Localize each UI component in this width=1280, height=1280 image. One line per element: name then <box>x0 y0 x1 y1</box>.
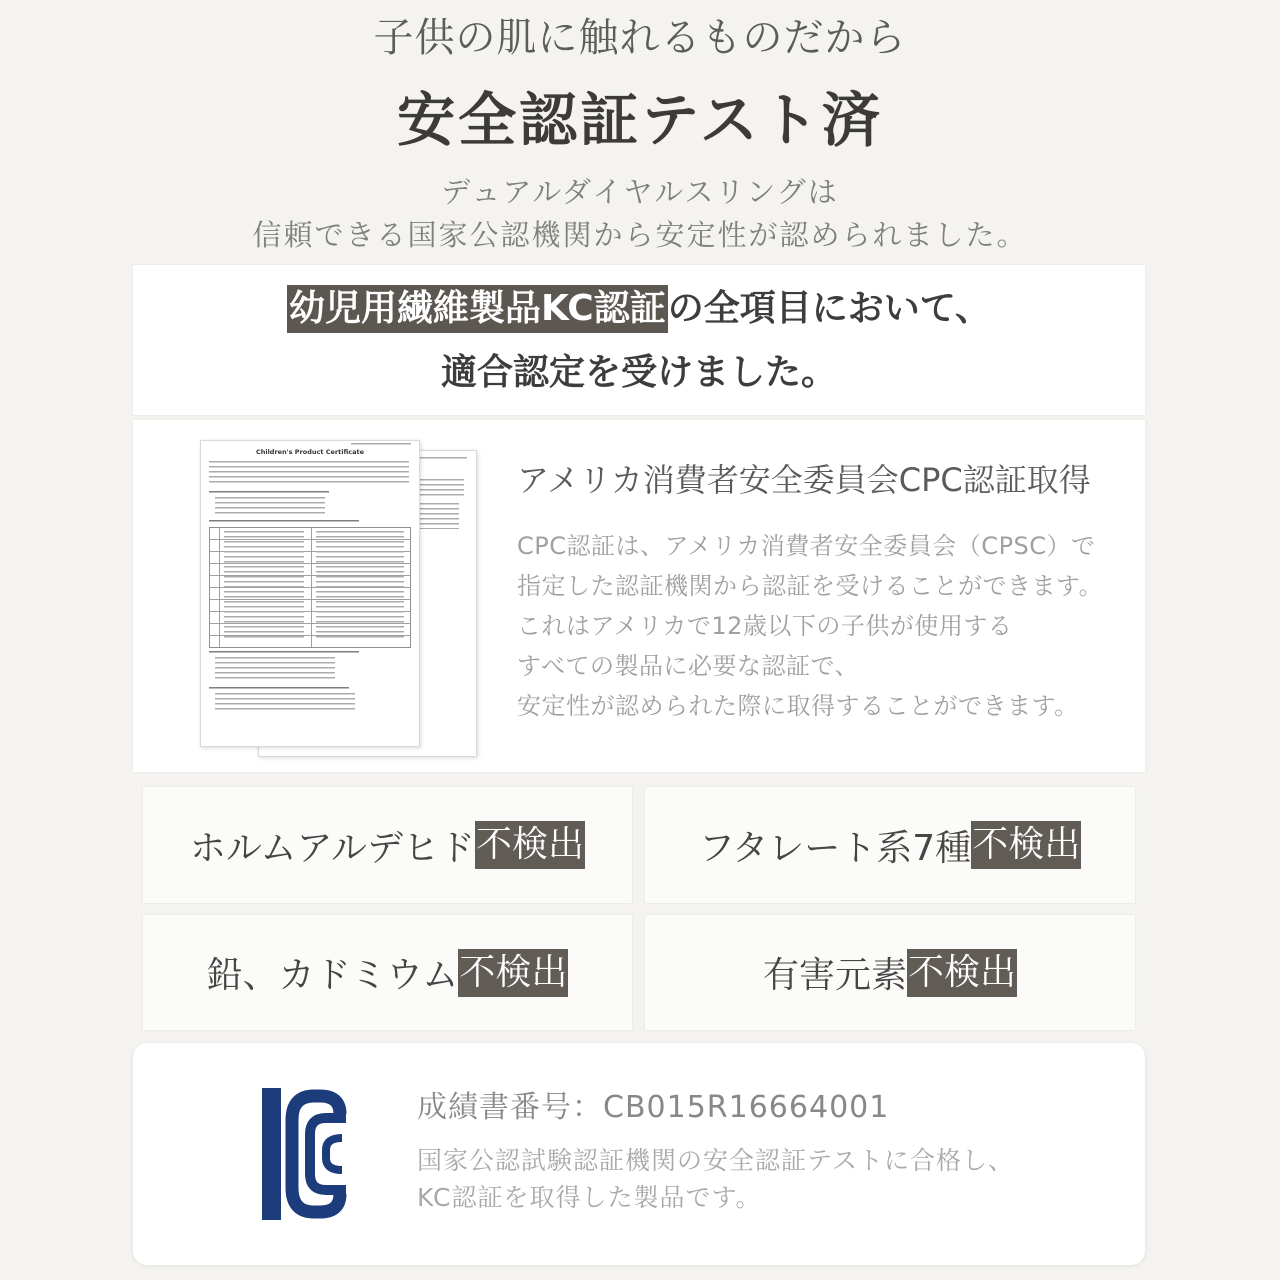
subtitle-line-2: 信頼できる国家公認機関から安定性が認められました。 <box>252 218 1028 252</box>
test-result-badge: 不検出 <box>458 949 568 997</box>
cpc-body-line: すべての製品に必要な認証で、 <box>517 652 860 680</box>
kc-report-panel <box>133 1043 1145 1265</box>
certificate-section-heading <box>209 651 359 655</box>
certificate-section-heading <box>209 687 349 691</box>
test-result-badge: 不検出 <box>907 949 1017 997</box>
kc-statement-line-2: 適合認定を受けました。 <box>440 352 837 393</box>
test-result-badge: 不検出 <box>475 821 585 869</box>
certificate-text-lines <box>215 657 335 682</box>
certificate-text-lines <box>215 497 325 517</box>
certificate-table-col-2 <box>316 531 404 641</box>
cpc-panel <box>133 420 1145 772</box>
cpc-body-line: CPC認証は、アメリカ消費者安全委員会（CPSC）で <box>517 532 1096 560</box>
certificate-title: Children's Product Certificate <box>255 448 365 456</box>
certificate-text-lines <box>215 693 355 713</box>
certificate-section-heading <box>209 491 329 495</box>
kc-logo-icon <box>262 1088 348 1220</box>
certificate-text-lines <box>209 461 409 486</box>
lead-text: 子供の肌に触れるものだから <box>373 15 907 61</box>
test-tile-lead-cadmium <box>143 915 632 1030</box>
test-label: ホルムアルデヒド <box>189 827 476 869</box>
kc-statement-panel <box>133 265 1145 415</box>
cpc-body-line: 安定性が認められた際に取得することができます。 <box>517 692 1079 720</box>
report-number: 成績書番号：CB015R16664001 <box>417 1090 890 1125</box>
kc-highlight-label: 幼児用繊維製品KC認証 <box>287 285 668 333</box>
kc-statement-line-1 <box>133 285 1145 333</box>
cpc-heading: アメリカ消費者安全委員会CPC認証取得 <box>517 461 1091 499</box>
certificate-text-lines <box>351 443 411 447</box>
page-title: 安全認証テスト済 <box>397 86 883 154</box>
cpc-body-line: 指定した認証機関から認証を受けることができます。 <box>517 572 1104 600</box>
test-label: 有害元素 <box>762 955 907 996</box>
kc-logo-inner-arc <box>326 1138 342 1170</box>
cpc-body-line: これはアメリカで12歳以下の子供が使用する <box>517 612 1013 640</box>
kc-statement-rest: の全項目において、 <box>667 288 991 329</box>
certificate-front-page <box>200 440 420 747</box>
test-tile-harmful-elements <box>645 915 1135 1030</box>
report-description-line-1: 国家公認試験認証機関の安全認証テストに合格し、 <box>417 1146 1015 1175</box>
test-label: 鉛、カドミウム <box>206 955 459 996</box>
test-tile-formaldehyde <box>143 787 632 903</box>
certificate-table-col-1 <box>224 531 304 641</box>
test-tile-phthalates <box>645 787 1135 903</box>
kc-logo-bar <box>262 1088 281 1220</box>
subtitle-line-1: デュアルダイヤルスリングは <box>441 175 839 209</box>
certificate-section-heading <box>209 520 359 524</box>
test-result-badge: 不検出 <box>971 821 1081 869</box>
certificate-table <box>209 527 411 648</box>
report-description-line-2: KC認証を取得した製品です。 <box>417 1183 762 1212</box>
test-label: フタレート系7種 <box>698 827 972 869</box>
